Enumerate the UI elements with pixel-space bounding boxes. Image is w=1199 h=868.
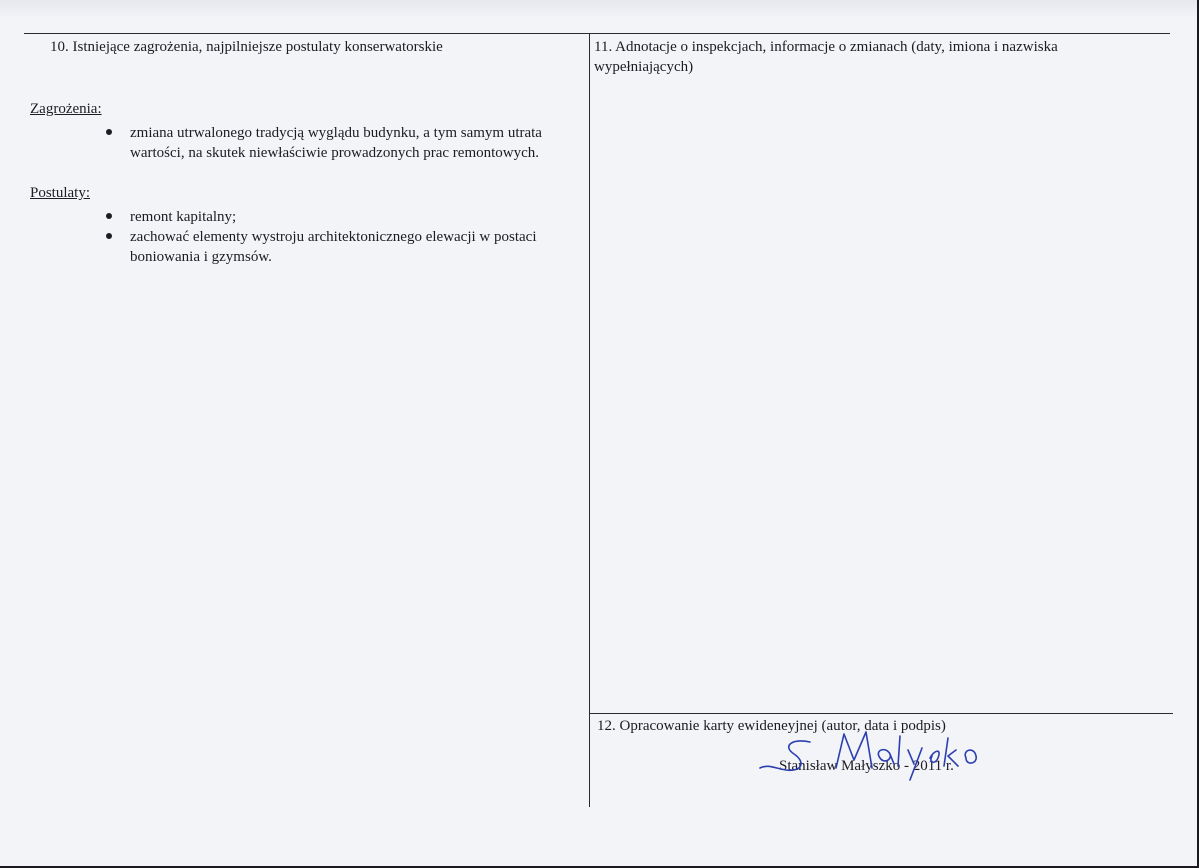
section-11-title: 11. Adnotacje o inspekcjach, informacje o zmianach (daty, imiona i nazwiska wypełniających) bbox=[594, 39, 1058, 75]
section-10 bbox=[30, 37, 580, 267]
column-divider bbox=[589, 33, 590, 807]
top-rule bbox=[24, 33, 1170, 34]
section-12-rule bbox=[589, 713, 1173, 714]
postulates-heading: Postulaty: bbox=[30, 185, 91, 201]
threats-heading: Zagrożenia: bbox=[30, 101, 102, 117]
postulate-item-text: remont kapitalny; bbox=[130, 209, 237, 225]
section-10-title: 10. Istniejące zagrożenia, najpilniejsze postulaty konserwatorskie bbox=[50, 39, 443, 55]
bullet-icon bbox=[106, 233, 112, 239]
bullet-icon bbox=[106, 129, 112, 135]
threat-item bbox=[130, 123, 580, 163]
threat-item-text: zmiana utrwalonego tradycją wyglądu budynku, a tym samym utrata wartości, na skutek niewłaściwie prowadzonych prac remontowych. bbox=[130, 125, 542, 161]
postulates-list bbox=[30, 207, 580, 267]
bullet-icon bbox=[106, 213, 112, 219]
section-11 bbox=[594, 37, 1154, 77]
postulate-item-text: zachować elementy wystroju architektonicznego elewacji w postaci boniowania i gzymsów. bbox=[130, 229, 537, 265]
threats-list bbox=[30, 123, 580, 163]
section-12-title: 12. Opracowanie karty ewideneyjnej (autor, data i podpis) bbox=[597, 718, 946, 734]
postulate-item bbox=[130, 207, 580, 227]
handwritten-signature bbox=[752, 728, 982, 788]
author-line: Stanisław Małyszko - 2011 r. bbox=[779, 758, 954, 774]
postulate-item bbox=[130, 227, 580, 267]
